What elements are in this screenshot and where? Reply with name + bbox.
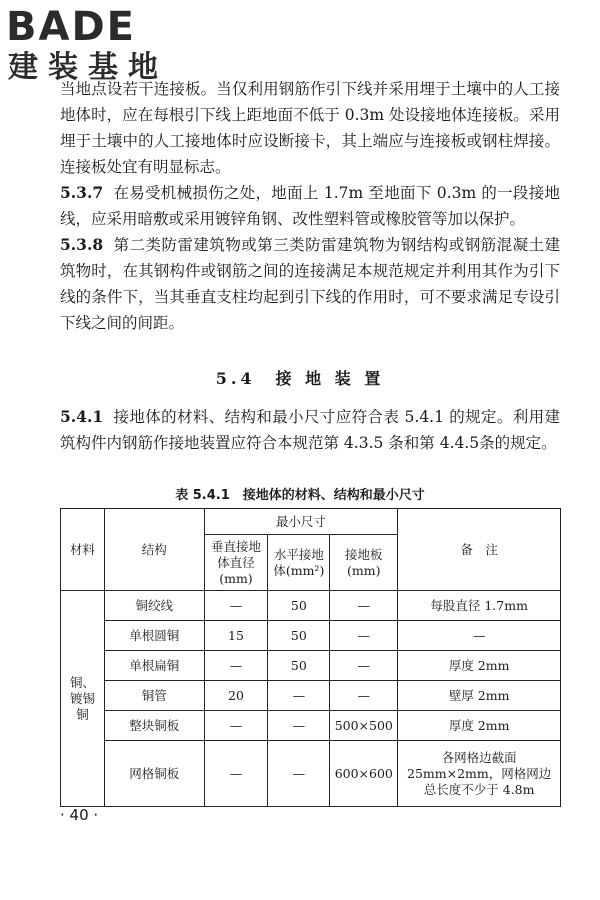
cell-vertical: 20	[204, 681, 268, 711]
clause-number: 5.4.1	[60, 407, 104, 426]
cell-remark: 厚度 2mm	[398, 651, 561, 681]
header-material: 材料	[61, 509, 105, 591]
section-title: 5.4 接 地 装 置	[215, 369, 385, 388]
logo-cjk-text: 建装基地	[8, 50, 168, 85]
cell-plate: —	[330, 621, 398, 651]
cell-remark: —	[398, 621, 561, 651]
cell-structure: 单根圆铜	[104, 621, 204, 651]
table-row	[61, 591, 561, 621]
header-structure: 结构	[104, 509, 204, 591]
cell-plate: —	[330, 591, 398, 621]
logo-latin-text: BADE	[6, 4, 136, 50]
body-text-2	[60, 404, 560, 456]
material-group: 铜、镀锡铜	[61, 591, 105, 807]
cell-remark: 各网格边截面 25mm×2mm，网格网边总长度不少于 4.8m	[398, 741, 561, 807]
cell-plate: 500×500	[330, 711, 398, 741]
cell-structure: 铜管	[104, 681, 204, 711]
paragraph-continued: 当地点设若干连接板。当仅利用钢筋作引下线并采用埋于土壤中的人工接地体时，应在每根引下线上距地面不低于 0.3m 处设接地体连接板。采用埋于土壤中的人工接地体时应设断接卡，其上端应与连接板或钢柱焊接。连接板处宜有明显标志。	[60, 80, 560, 176]
cell-horizontal: 50	[268, 621, 330, 651]
cell-horizontal: 50	[268, 651, 330, 681]
body-text	[60, 76, 560, 336]
cell-horizontal: —	[268, 741, 330, 807]
table-header-row	[61, 509, 561, 535]
cell-vertical: 15	[204, 621, 268, 651]
table-title: 表 5.4.1 接地体的材料、结构和最小尺寸	[175, 488, 425, 503]
cell-structure: 单根扁铜	[104, 651, 204, 681]
cell-vertical: —	[204, 651, 268, 681]
clause-number: 5.3.8	[60, 235, 104, 254]
table-row	[61, 651, 561, 681]
cell-remark: 壁厚 2mm	[398, 681, 561, 711]
cell-structure: 网格铜板	[104, 741, 204, 807]
cell-vertical: —	[204, 741, 268, 807]
clause-5-3-8	[60, 232, 560, 336]
cell-plate: —	[330, 681, 398, 711]
header-plate: 接地板(mm)	[330, 535, 398, 591]
cell-structure: 整块铜板	[104, 711, 204, 741]
table-row	[61, 741, 561, 807]
clause-text: 在易受机械损伤之处，地面上 1.7m 至地面下 0.3m 的一段接地线，应采用暗敷或采用镀锌角钢、改性塑料管或橡胶管等加以保护。	[60, 184, 560, 228]
cell-plate: 600×600	[330, 741, 398, 807]
table-row	[61, 711, 561, 741]
clause-5-3-7	[60, 180, 560, 232]
table-row	[61, 681, 561, 711]
cell-horizontal: —	[268, 711, 330, 741]
cell-plate: —	[330, 651, 398, 681]
cell-remark: 每股直径 1.7mm	[398, 591, 561, 621]
cell-remark: 厚度 2mm	[398, 711, 561, 741]
table-row	[61, 621, 561, 651]
cell-horizontal: 50	[268, 591, 330, 621]
clause-5-4-1	[60, 404, 560, 456]
cell-structure: 铜绞线	[104, 591, 204, 621]
header-min-size: 最小尺寸	[204, 509, 398, 535]
clause-text: 第二类防雷建筑物或第三类防雷建筑物为钢结构或钢筋混凝土建筑物时，在其钢构件或钢筋之间的连接满足本规范规定并利用其作为引下线的条件下，当其垂直支柱均起到引下线的作用时，可不要求满足专设引下线之间的间距。	[60, 236, 560, 332]
cell-horizontal: —	[268, 681, 330, 711]
spec-table	[60, 508, 561, 807]
header-vertical: 垂直接地体直径(mm)	[204, 535, 268, 591]
clause-text: 接地体的材料、结构和最小尺寸应符合表 5.4.1 的规定。利用建筑构件内钢筋作接地装置应符合本规范第 4.3.5 条和第 4.4.5条的规定。	[60, 408, 560, 452]
cell-vertical: —	[204, 591, 268, 621]
cell-vertical: —	[204, 711, 268, 741]
page-number: · 40 ·	[60, 806, 99, 824]
clause-number: 5.3.7	[60, 183, 104, 202]
header-horizontal: 水平接地体(mm²)	[268, 535, 330, 591]
header-remark: 备 注	[398, 509, 561, 591]
